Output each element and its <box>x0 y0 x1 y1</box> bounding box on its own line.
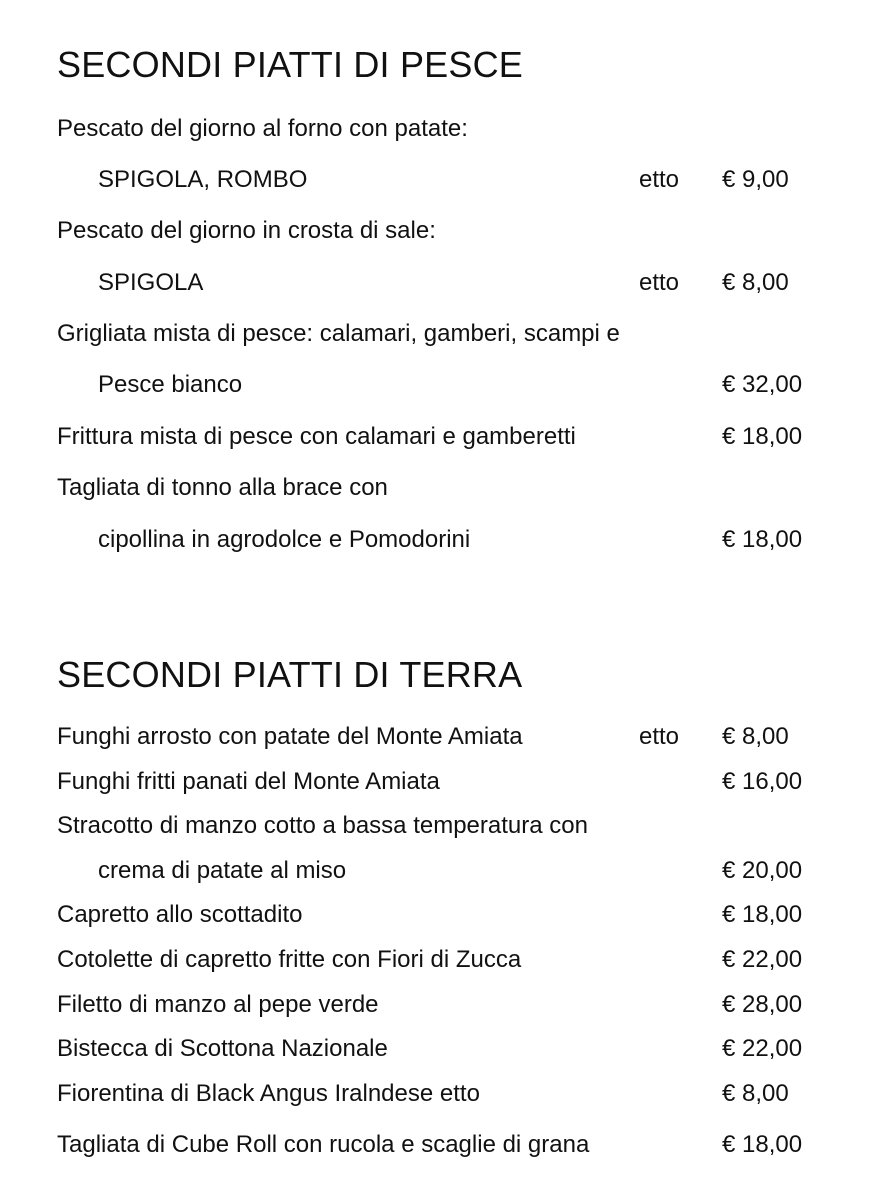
menu-item <box>57 854 874 888</box>
item-unit: etto <box>639 723 680 750</box>
item-price: € 20,00 <box>722 857 803 884</box>
item-price: € 18,00 <box>722 526 803 553</box>
item-price: € 8,00 <box>722 723 789 750</box>
menu-item <box>57 943 874 977</box>
item-price: € 16,00 <box>722 768 803 795</box>
item-name: Stracotto di manzo cotto a bassa temperatura con <box>57 812 588 839</box>
item-name: Fiorentina di Black Angus Iralndese etto <box>57 1080 480 1107</box>
menu-item-description <box>57 471 874 505</box>
item-name: SPIGOLA, ROMBO <box>98 166 308 193</box>
item-price: € 9,00 <box>722 166 789 193</box>
item-name: Funghi fritti panati del Monte Amiata <box>57 768 440 795</box>
menu-item <box>57 420 874 454</box>
item-unit: etto <box>639 269 680 296</box>
menu-item <box>57 1128 874 1162</box>
menu-item <box>57 988 874 1022</box>
item-name: Capretto allo scottadito <box>57 901 303 928</box>
menu-item-description <box>57 809 874 843</box>
item-name: Funghi arrosto con patate del Monte Amiata <box>57 723 523 750</box>
menu-item <box>57 523 874 557</box>
item-name: Tagliata di tonno alla brace con <box>57 474 388 501</box>
menu-item <box>57 720 874 754</box>
menu-item <box>57 368 874 402</box>
section-title: SECONDI PIATTI DI PESCE <box>57 44 524 85</box>
item-name: Pescato del giorno in crosta di sale: <box>57 217 436 244</box>
item-name: Pesce bianco <box>98 371 243 398</box>
item-price: € 18,00 <box>722 901 803 928</box>
item-price: € 18,00 <box>722 423 803 450</box>
item-name: Frittura mista di pesce con calamari e gamberetti <box>57 423 576 450</box>
item-name: Grigliata mista di pesce: calamari, gamberi, scampi e <box>57 320 620 347</box>
item-name: crema di patate al miso <box>98 857 347 884</box>
menu-item <box>57 898 874 932</box>
item-price: € 8,00 <box>722 1080 789 1107</box>
item-price: € 32,00 <box>722 371 803 398</box>
item-name: SPIGOLA <box>98 269 204 296</box>
menu-item <box>57 1032 874 1066</box>
menu-item <box>57 1077 874 1111</box>
section-title: SECONDI PIATTI DI TERRA <box>57 654 523 695</box>
item-price: € 8,00 <box>722 269 789 296</box>
item-unit: etto <box>639 166 680 193</box>
item-name: Bistecca di Scottona Nazionale <box>57 1035 388 1062</box>
item-price: € 28,00 <box>722 991 803 1018</box>
menu-item-description <box>57 317 874 351</box>
menu-item <box>57 266 874 300</box>
item-price: € 22,00 <box>722 946 803 973</box>
menu-item-description <box>57 214 874 248</box>
menu-item <box>57 765 874 799</box>
item-price: € 22,00 <box>722 1035 803 1062</box>
menu-item-description <box>57 112 874 146</box>
item-name: Filetto di manzo al pepe verde <box>57 991 379 1018</box>
menu-item <box>57 163 874 197</box>
item-name: Pescato del giorno al forno con patate: <box>57 115 468 142</box>
item-name: Cotolette di capretto fritte con Fiori di Zucca <box>57 946 522 973</box>
item-name: Tagliata di Cube Roll con rucola e scaglie di grana <box>57 1131 590 1158</box>
item-name: cipollina in agrodolce e Pomodorini <box>98 526 471 553</box>
item-price: € 18,00 <box>722 1131 803 1158</box>
